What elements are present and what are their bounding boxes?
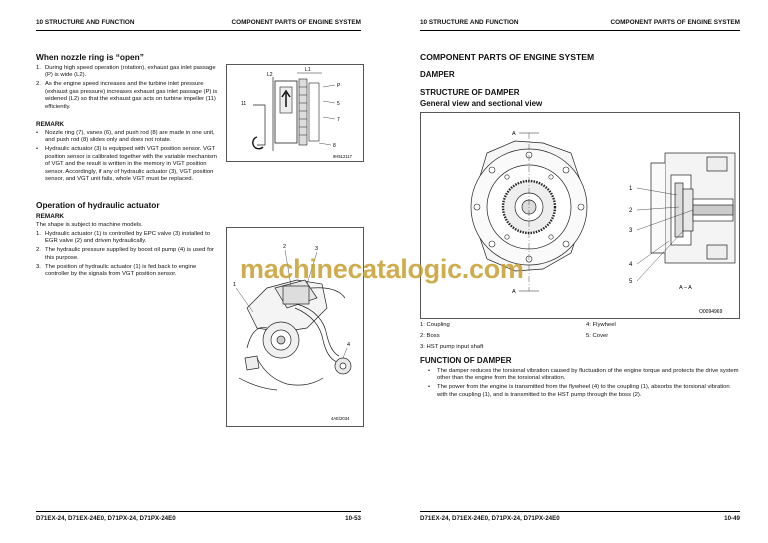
legend-item: 3: HST pump input shaft xyxy=(420,344,484,350)
legend-item: 2: Boss xyxy=(420,333,440,339)
fig-label: 5 xyxy=(337,101,340,107)
page-header xyxy=(36,16,361,31)
callout-label: 1 xyxy=(629,186,633,192)
list-item: 1. Hydraulic actuator (1) is controlled by EPC valve (3) installed to EGR valve (2) and driven hydraulically. xyxy=(36,230,211,245)
section-label: A xyxy=(512,131,516,137)
watermark: machinecatalogic.com xyxy=(240,254,524,284)
figure-code: 4AE/2034 xyxy=(331,416,350,421)
remark-list xyxy=(36,130,220,185)
page-footer xyxy=(36,511,361,524)
fig-label: 8 xyxy=(333,143,336,149)
header-section: 10 STRUCTURE AND FUNCTION xyxy=(36,19,135,26)
fig-label: L1 xyxy=(305,67,311,73)
function-title: FUNCTION OF DAMPER xyxy=(420,356,512,365)
list-item: • Hydraulic actuator (3) is equipped with VGT position sensor. VGT position sensor is calibrated together with the variable mechanism of VGT and the result is written in the memory in VGT position sensor. Accordingly, if any of hydraulic actuator (3), VGT position sensor, and VGT unit fails, whole VGT must be replaced. xyxy=(36,146,217,182)
callout-label: 5 xyxy=(629,279,633,285)
callout-label: 2 xyxy=(629,208,633,214)
footer-page-number: 10-53 xyxy=(345,515,361,522)
nozzle-open-list xyxy=(36,65,220,112)
fig-label: 7 xyxy=(337,117,340,123)
header-chapter: COMPONENT PARTS OF ENGINE SYSTEM xyxy=(231,19,361,26)
fig-label: P xyxy=(337,83,341,89)
fig-label: 1 xyxy=(233,282,237,288)
nozzle-ring-diagram xyxy=(227,65,363,161)
list-item: • The power from the engine is transmitted from the flywheel (4) to the coupling (1), absorbs the torsional vibration with the coupling (1), and is transmitted to the HST pump through the boss (2). xyxy=(428,384,730,398)
section-view-label: A – A xyxy=(679,285,692,291)
damper-figure xyxy=(420,112,740,319)
damper-diagram xyxy=(421,113,739,318)
list-item: 2. The hydraulic pressure supplied by boost oil pump (4) is used for this purpose. xyxy=(36,247,214,261)
legend-item: 5: Cover xyxy=(586,333,609,339)
page-title: COMPONENT PARTS OF ENGINE SYSTEM xyxy=(420,52,595,62)
list-item: • The damper reduces the torsional vibration caused by fluctuation of the engine torque and protects the drive system other than the engine from the torsional vibration. xyxy=(428,368,739,382)
nozzle-open-title: When nozzle ring is “open” xyxy=(36,52,144,62)
list-item: 3. The position of hydraulic actuator (1) is fed back to engine controller by the signals from VGT position sensor. xyxy=(36,263,197,277)
fig-label: 3 xyxy=(315,246,319,252)
figure-code: 9H512117 xyxy=(333,154,353,159)
figure-code: O0094969 xyxy=(699,309,723,315)
hydraulic-text xyxy=(36,222,220,280)
remark-text: The shape is subject to machine models. xyxy=(36,222,143,228)
header-section: 10 STRUCTURE AND FUNCTION xyxy=(420,19,519,26)
fig-label: L2 xyxy=(267,72,273,78)
list-item: • Nozzle ring (7), vanes (6), and push rod (8) are made in one unit, and push rod (8) slides only and does not rotate. xyxy=(36,130,215,144)
legend-item: 1: Coupling xyxy=(420,322,450,328)
list-item: 1. During high speed operation (rotation), exhaust gas inlet passage (P) is wide (L2). xyxy=(36,65,216,79)
footer-model: D71EX-24, D71EX-24E0, D71PX-24, D71PX-24E0 xyxy=(36,515,176,522)
list-item: 2. As the engine speed increases and the turbine inlet pressure (exhaust gas pressure) increases exhaust gas inlet passage (P) is widened (L2) so that the exhaust gas acts on turbine impeller (11) efficiently. xyxy=(36,81,218,110)
hydraulic-title: Operation of hydraulic actuator xyxy=(36,200,160,210)
fig-label: 2 xyxy=(283,244,287,250)
legend-item: 4: Flywheel xyxy=(586,322,616,328)
section-title: DAMPER xyxy=(420,70,455,79)
remark-heading: REMARK xyxy=(36,213,65,220)
section-label: A xyxy=(512,289,516,295)
function-list xyxy=(428,368,740,401)
view-title: General view and sectional view xyxy=(420,99,543,108)
fig-label: 11 xyxy=(241,101,247,107)
footer-model: D71EX-24, D71EX-24E0, D71PX-24, D71PX-24E0 xyxy=(420,515,560,522)
callout-label: 4 xyxy=(629,262,633,268)
callout-label: 3 xyxy=(629,228,633,234)
page-footer xyxy=(420,511,740,524)
structure-title: STRUCTURE OF DAMPER xyxy=(420,88,520,97)
remark-heading: REMARK xyxy=(36,121,65,128)
nozzle-ring-figure xyxy=(226,64,364,162)
header-chapter: COMPONENT PARTS OF ENGINE SYSTEM xyxy=(610,19,740,26)
parts-legend xyxy=(420,322,738,354)
footer-page-number: 10-49 xyxy=(724,515,740,522)
page-header xyxy=(420,16,740,31)
fig-label: 4 xyxy=(347,342,351,348)
